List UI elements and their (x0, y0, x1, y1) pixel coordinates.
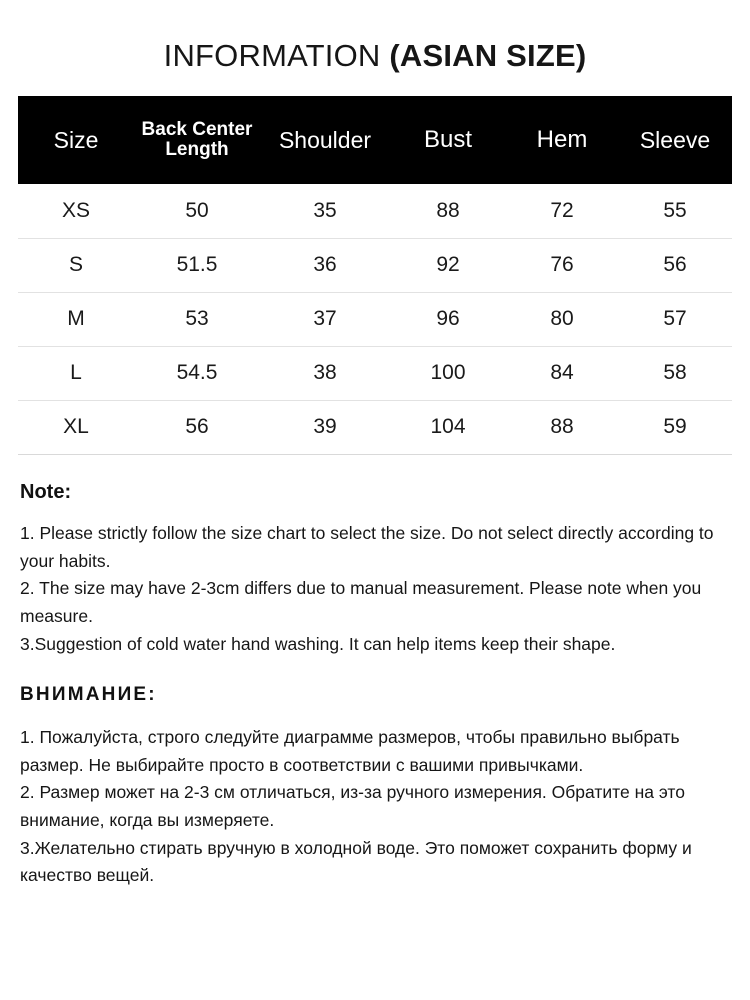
cell-hem: 84 (506, 346, 618, 400)
note-line-ru-2: 2. Размер может на 2-3 см отличаться, из-за ручного измерения. Обратите на это внимание, когда вы измеряете. (20, 782, 685, 831)
note-line-en-1: 1. Please strictly follow the size chart to select the size. Do not select directly according to your habits. (20, 523, 714, 571)
cell-bust: 88 (390, 184, 506, 238)
column-header-back-center-line2: Length (165, 139, 229, 160)
note-line-en-3: 3.Suggestion of cold water hand washing. It can help items keep their shape. (20, 633, 616, 654)
column-header-back-center-length (134, 96, 260, 184)
cell-size: S (18, 238, 134, 292)
cell-hem: 76 (506, 238, 618, 292)
cell-bust: 100 (390, 346, 506, 400)
cell-shoulder: 36 (260, 238, 390, 292)
table-row (18, 238, 732, 292)
table-header-row (18, 96, 732, 184)
cell-back-center-length: 54.5 (134, 346, 260, 400)
cell-bust: 96 (390, 292, 506, 346)
column-header-shoulder: Shoulder (260, 96, 390, 184)
cell-back-center-length: 50 (134, 184, 260, 238)
note-body-en (20, 520, 732, 658)
cell-hem: 88 (550, 415, 574, 439)
column-header-size: Size (18, 96, 134, 184)
cell-back-center-length: 56 (185, 415, 209, 439)
cell-shoulder: 37 (260, 292, 390, 346)
table-row (18, 400, 732, 454)
cell-size: XL (63, 415, 89, 439)
table-row (18, 292, 732, 346)
table-row (18, 184, 732, 238)
table-row (18, 346, 732, 400)
cell-sleeve: 55 (618, 184, 732, 238)
cell-bust: 92 (390, 238, 506, 292)
column-header-sleeve: Sleeve (618, 96, 732, 184)
cell-size: M (18, 292, 134, 346)
cell-sleeve: 59 (663, 415, 687, 439)
column-header-back-center-line1: Back Center (141, 119, 253, 141)
note-line-ru-1: 1. Пожалуйста, строго следуйте диаграмме размеров, чтобы правильно выбрать размер. Не выбирайте просто в соответствии с вашими привычками. (20, 727, 680, 775)
cell-sleeve: 58 (618, 346, 732, 400)
page-title-bold: (ASIAN SIZE) (389, 38, 587, 73)
page-title-plain: INFORMATION (163, 38, 390, 73)
table-body (18, 184, 732, 454)
note-heading-en: Note: (20, 481, 72, 503)
cell-size: L (18, 346, 134, 400)
table-header (18, 96, 732, 184)
cell-sleeve: 56 (618, 238, 732, 292)
cell-shoulder: 35 (260, 184, 390, 238)
column-header-hem: Hem (506, 96, 618, 184)
cell-shoulder: 39 (313, 415, 337, 439)
size-chart-table (18, 96, 732, 454)
note-line-en-2: 2. The size may have 2-3cm differs due to manual measurement. Please note when you measure. (20, 578, 702, 626)
cell-back-center-length: 51.5 (134, 238, 260, 292)
column-header-bust: Bust (390, 96, 506, 184)
cell-size: XS (18, 184, 134, 238)
cell-shoulder: 38 (260, 346, 390, 400)
size-chart-container (18, 96, 732, 455)
note-heading-ru: ВНИМАНИЕ: (20, 684, 157, 706)
cell-hem: 80 (506, 292, 618, 346)
page-title (18, 0, 732, 96)
note-line-ru-3: 3.Желательно стирать вручную в холодной воде. Это поможет сохранить форму и качество вещей. (20, 837, 692, 886)
note-body-ru (20, 724, 732, 890)
cell-back-center-length: 53 (134, 292, 260, 346)
cell-hem: 72 (506, 184, 618, 238)
cell-sleeve: 57 (618, 292, 732, 346)
cell-bust: 104 (430, 415, 466, 439)
